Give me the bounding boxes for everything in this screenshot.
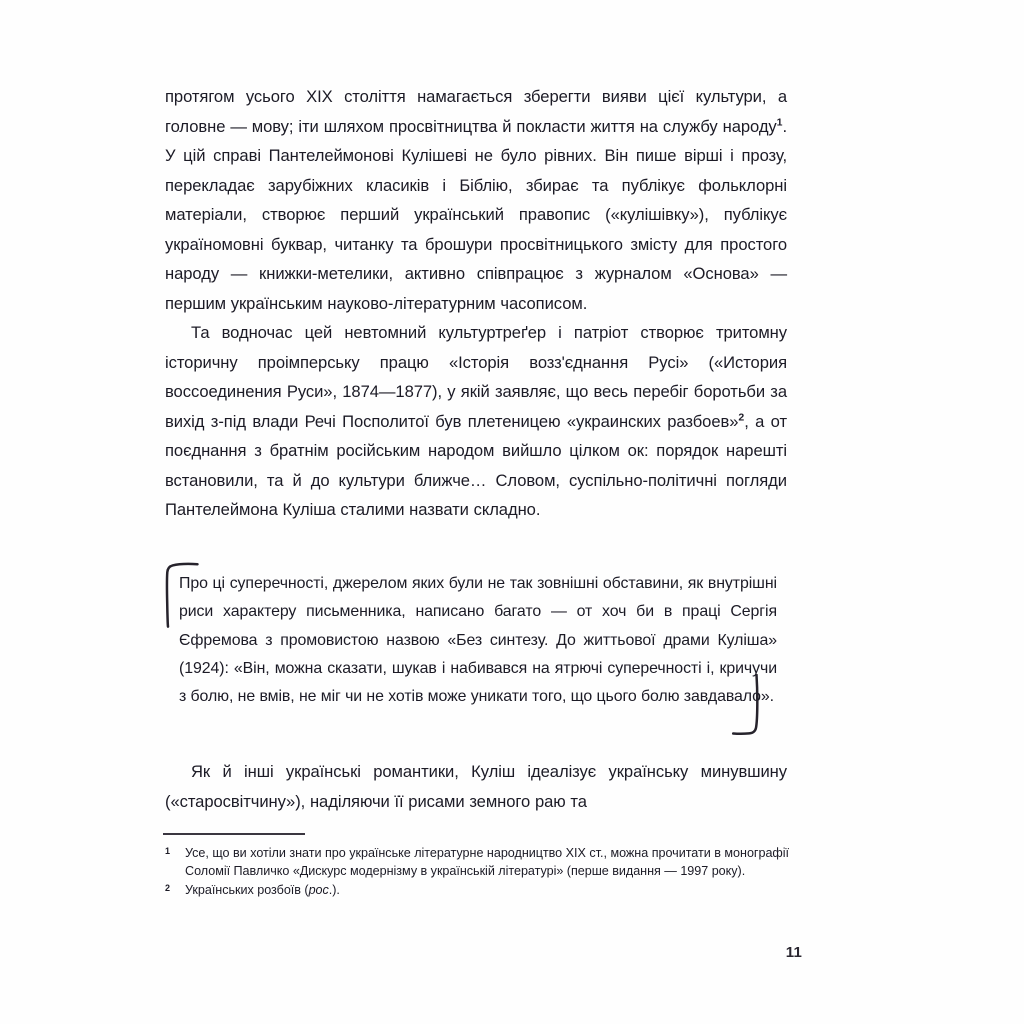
paragraph-3: Як й інші українські романтики, Куліш ідеалізує українську минувшину («старосвітчину»), наділяючи її рисами земного раю та xyxy=(165,762,787,811)
page-number: 11 xyxy=(785,944,802,961)
blockquote-text: Про ці суперечності, джерелом яких були не так зовнішні обставини, як внутрішні риси характеру письменника, написано багато — от хоч би в праці Сергія Єфремова з промовистою назвою «Без синтезу. До життьової драми Куліша» (1924): «Він, можна сказати, шукав і набивався на ятрючі суперечності і, кричучи з болю, не вмів, не міг чи не хотів може уникати того, що цього болю завдавало». xyxy=(179,575,777,706)
paragraph-2 xyxy=(165,318,787,525)
main-text-column xyxy=(165,82,787,525)
paragraph-1-text-after-ref: . У цій справі Пантелеймонові Кулішеві не було рівних. Він пише вірші і прозу, перекладає зарубіжних класиків і Біблію, збирає та публікує фольклорні матеріали, створює перший український правопис («кулішівку»), публікує україномовні буквар, читанку та брошури просвітницького змісту для простого народу — книжки-метелики, активно співпрацює з журналом «Основа» — першим українським науково-літературним часописом. xyxy=(165,116,787,313)
footnote-text-italic: рос xyxy=(308,883,329,897)
footnote-text: Українських розбоїв ( xyxy=(185,883,309,897)
paragraph-2-text-before-ref: Та водночас цей невтомний культуртреґер і патріот створює тритомну історичну проімперську працю «Історія возз'єднання Русі» («История воссоединения Руси», 1874—1877), у якій заявляє, що весь перебіг боротьби за вихід з-під влади Речі Посполитої був плетеницею «украинских разбоев» xyxy=(165,323,787,431)
footnote-text: Усе, що ви хотіли знати про українське літературне народництво XIX ст., можна прочитати в монографії Соломії Павличко «Дискурс модернізму в українській літературі» (перше видання — 1997 року). xyxy=(185,845,789,878)
footnote-section xyxy=(163,833,789,899)
footnote-marker: 1 xyxy=(165,845,170,856)
paragraph-1 xyxy=(165,82,787,318)
paragraph-1-text-before-ref: протягом усього XIX століття намагається зберегти вияви цієї культури, а головне — мову; іти шляхом просвітництва й покласти життя на службу народу xyxy=(165,87,787,136)
paragraph-2-text-after-ref: , а от поєднання з братнім російським народом вийшло цілком ок: порядок нарешті встановили, та й до культури ближче… Словом, суспільно-політичні погляди Пантелеймона Куліша сталими назвати складно. xyxy=(165,411,787,519)
footnote-separator-rule xyxy=(163,833,305,835)
footnote-text-tail: .). xyxy=(328,883,340,897)
footnote-item xyxy=(163,881,789,899)
footnote-reference-1[interactable]: 1 xyxy=(776,115,783,128)
main-text-column-continued xyxy=(165,757,787,816)
footnote-item xyxy=(163,844,789,880)
footnote-reference-2[interactable]: 2 xyxy=(738,410,745,423)
blockquote xyxy=(165,562,790,734)
footnote-marker: 2 xyxy=(165,883,170,893)
